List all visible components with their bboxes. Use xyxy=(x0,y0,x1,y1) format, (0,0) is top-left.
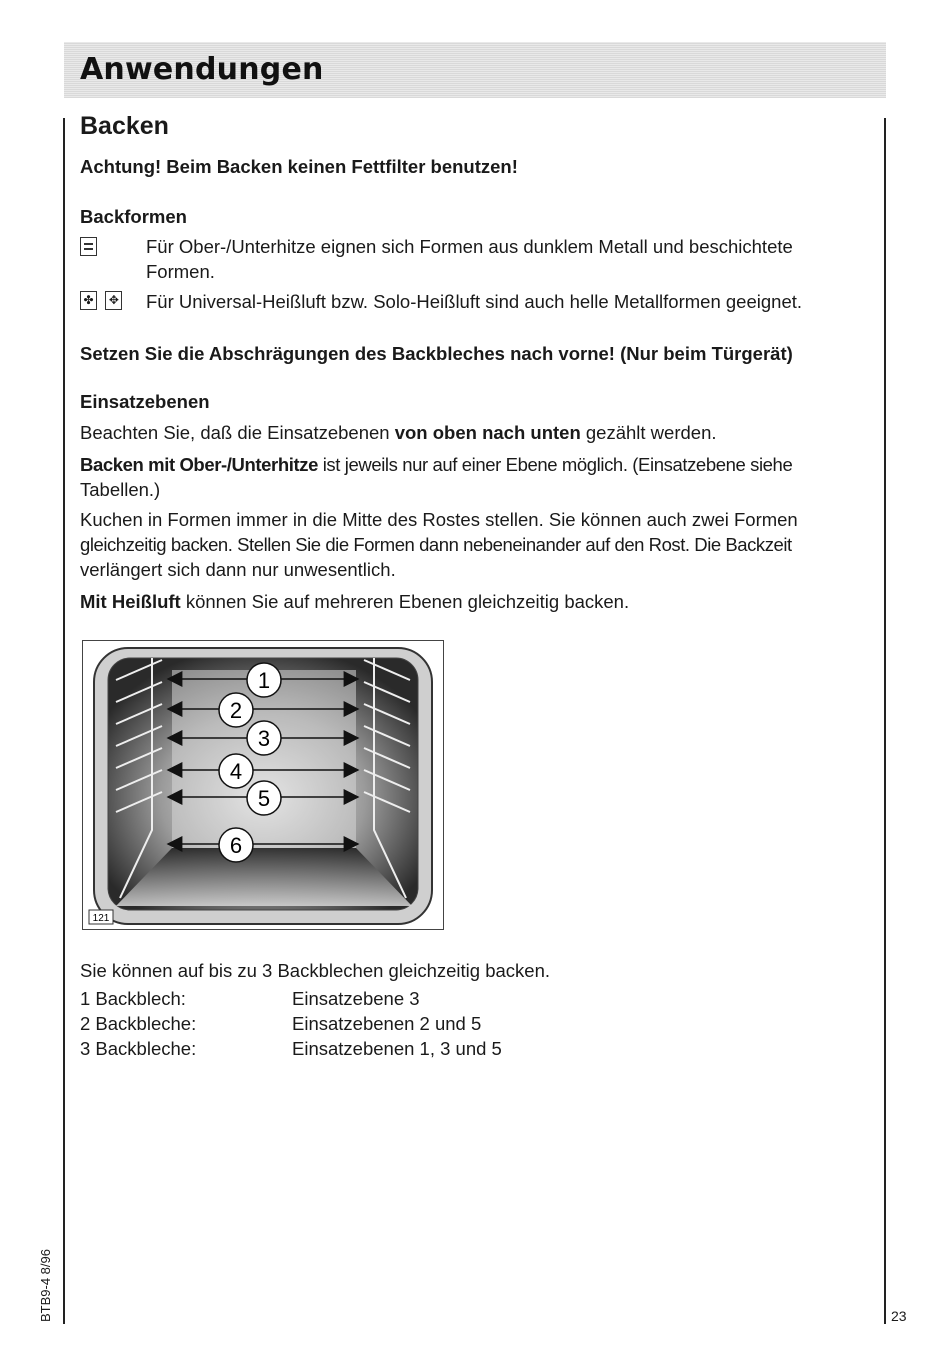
einsatzebenen-p1 xyxy=(80,420,717,445)
p3-line2: gleichzeitig backen. Stellen Sie die Formen dann nebeneinander auf den Rost. Die Backzeit xyxy=(80,534,792,555)
table-cell-levels: Einsatzebenen 2 und 5 xyxy=(292,1013,482,1034)
level-label-2: 2 xyxy=(229,698,243,723)
p3-line1: Kuchen in Formen immer in die Mitte des Rostes stellen. Sie können auch zwei Formen xyxy=(80,509,798,530)
universal-heissluft-icon: ✤ xyxy=(80,291,97,310)
right-rule xyxy=(884,118,886,1324)
p2-rest: ist jeweils nur auf einer Ebene möglich. (Einsatzebene siehe xyxy=(317,454,793,475)
table-cell-count: 1 Backblech: xyxy=(80,988,186,1009)
level-label-4: 4 xyxy=(229,759,243,784)
p2-bold: Backen mit Ober-/Unterhitze xyxy=(80,454,318,475)
summary-text: Sie können auf bis zu 3 Backblechen gleichzeitig backen. xyxy=(80,960,550,981)
einsatzebenen-p3 xyxy=(80,507,880,582)
warning-text: Achtung! Beim Backen keinen Fettfilter benutzen! xyxy=(80,156,518,177)
table-cell-count: 2 Backbleche: xyxy=(80,1013,197,1034)
backformen-line1-text: Für Ober-/Unterhitze eignen sich Formen aus dunklem Metall und beschichtete xyxy=(146,236,793,257)
table-cell-count: 3 Backbleche: xyxy=(80,1038,197,1059)
einsatzebenen-p4 xyxy=(80,589,629,614)
p3-line3: verlängert sich dann nur unwesentlich. xyxy=(80,559,396,580)
table-cell-levels: Einsatzebenen 1, 3 und 5 xyxy=(292,1038,502,1059)
level-label-1: 1 xyxy=(257,668,271,693)
p4-bold: Mit Heißluft xyxy=(80,591,181,612)
oven-levels-diagram xyxy=(82,640,444,930)
level-label-6: 6 xyxy=(229,833,243,858)
bevel-note: Setzen Sie die Abschrägungen des Backbleches nach vorne! (Nur beim Türgerät) xyxy=(80,343,793,364)
section-title: Backen xyxy=(80,112,169,140)
p1-part-c: gezählt werden. xyxy=(580,422,717,443)
backformen-line1-cont: Formen. xyxy=(146,261,215,282)
p1-part-a: Beachten Sie, daß die Einsatzebenen xyxy=(80,422,395,443)
backformen-line2: Für Universal-Heißluft bzw. Solo-Heißluft sind auch helle Metallformen geeignet. xyxy=(146,291,803,312)
einsatzebenen-p2 xyxy=(80,452,870,502)
page-title: Anwendungen xyxy=(80,52,324,87)
document-code: BTB9-4 8/96 xyxy=(38,1249,53,1322)
heissluft-icons xyxy=(80,291,122,310)
table-cell-levels: Einsatzebene 3 xyxy=(292,988,420,1009)
backformen-line1 xyxy=(146,234,876,284)
ober-unterhitze-icon xyxy=(80,237,97,256)
p1-part-b: von oben nach unten xyxy=(394,422,581,443)
level-label-5: 5 xyxy=(257,786,271,811)
einsatzebenen-heading: Einsatzebenen xyxy=(80,391,210,412)
table-row xyxy=(80,988,420,1010)
table-row xyxy=(80,1013,482,1035)
p4-rest: können Sie auf mehreren Ebenen gleichzeitig backen. xyxy=(180,591,630,612)
p2-cont: Tabellen.) xyxy=(80,479,161,500)
level-label-3: 3 xyxy=(257,726,271,751)
left-rule xyxy=(63,118,65,1324)
solo-heissluft-icon: ✥ xyxy=(105,291,122,310)
figure-number: 121 xyxy=(92,913,110,924)
backformen-heading: Backformen xyxy=(80,206,187,227)
table-row xyxy=(80,1038,502,1060)
page-number: 23 xyxy=(891,1308,907,1324)
